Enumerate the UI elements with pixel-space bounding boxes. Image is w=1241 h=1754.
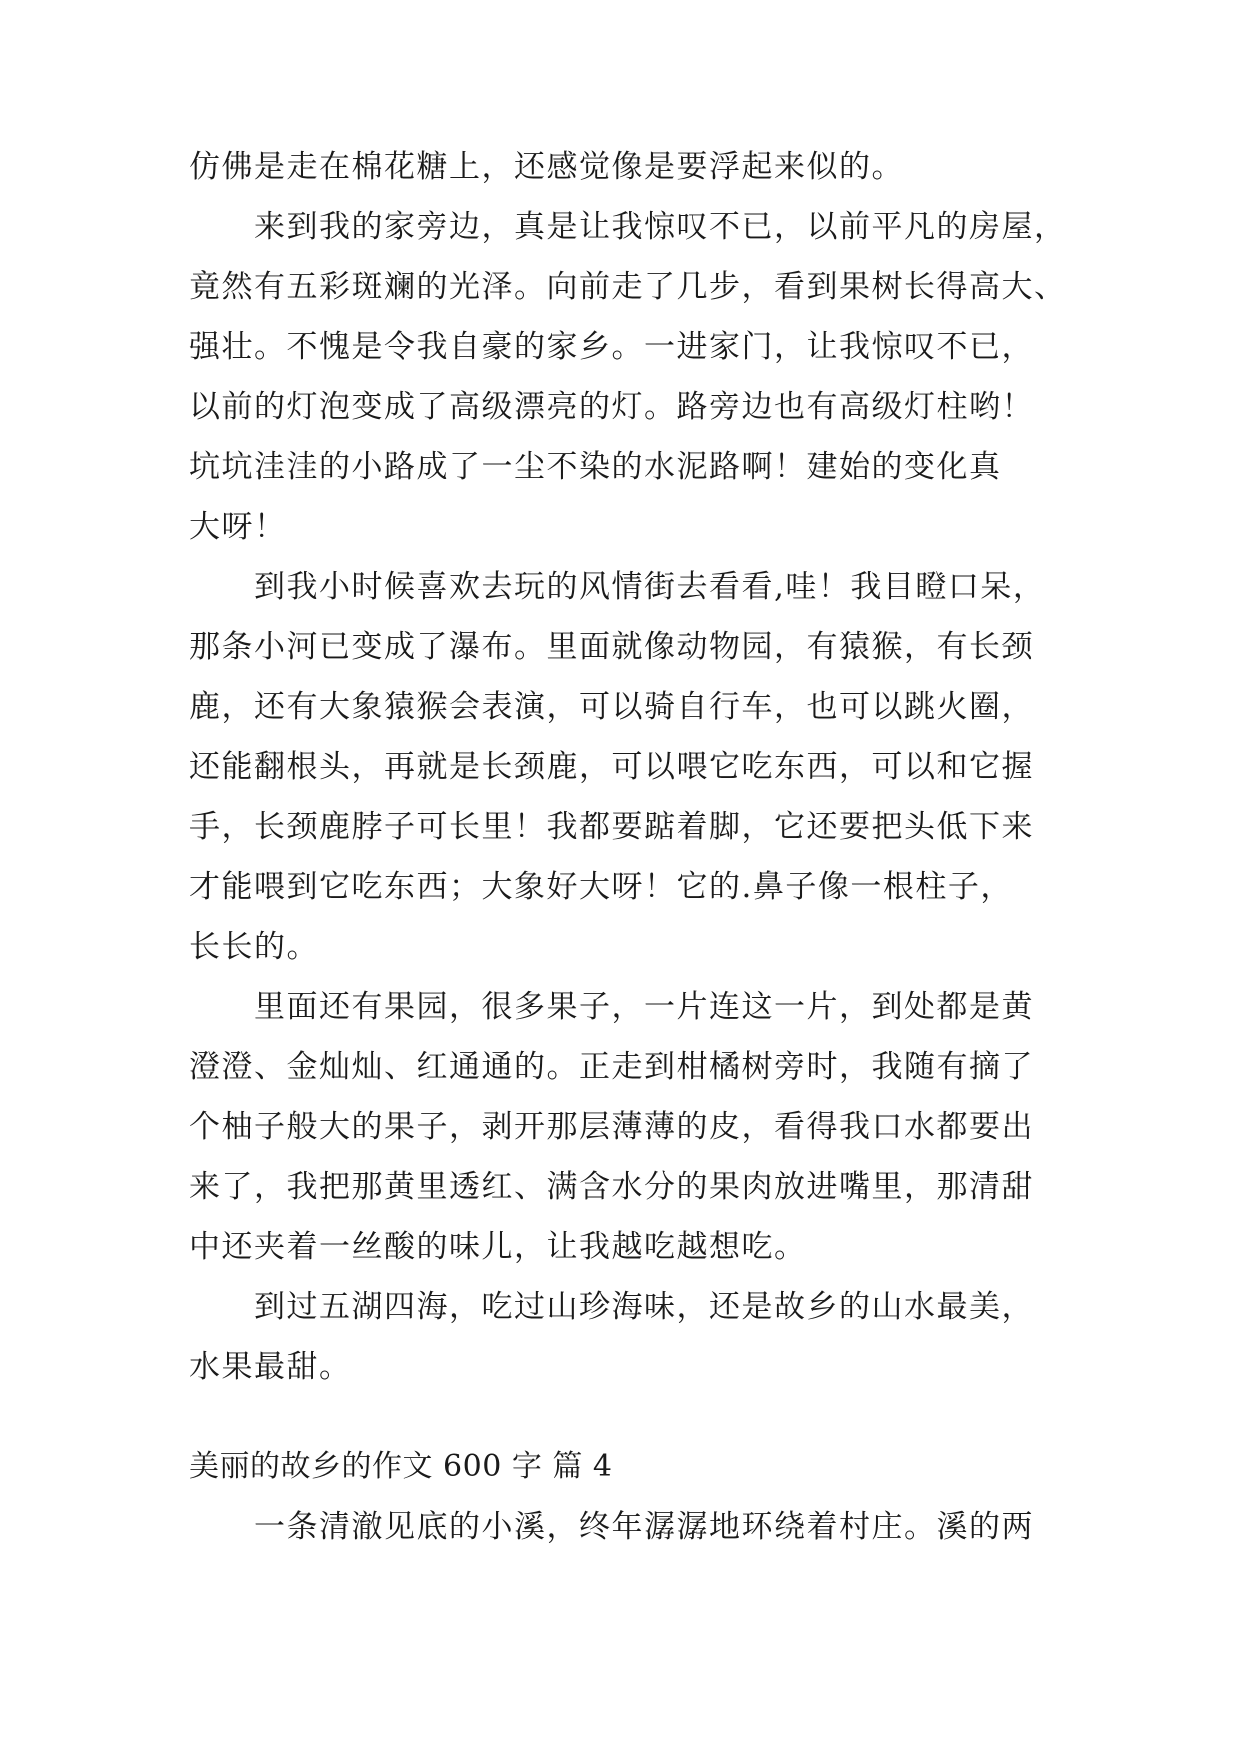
paragraph-line: 来到我的家旁边，真是让我惊叹不已，以前平凡的房屋， <box>254 209 1067 245</box>
paragraph-line: 来了，我把那黄里透红、满含水分的果肉放进嘴里，那清甜 <box>189 1169 1034 1205</box>
paragraph-line: 才能喂到它吃东西；大象好大呀！它的.鼻子像一根柱子， <box>189 869 1013 905</box>
paragraph-line: 坑坑洼洼的小路成了一尘不染的水泥路啊！建始的变化真 <box>189 449 1002 485</box>
paragraph-line: 到过五湖四海，吃过山珍海味，还是故乡的山水最美， <box>254 1289 1034 1325</box>
paragraph-line: 仿佛是走在棉花糖上，还感觉像是要浮起来似的。 <box>189 149 904 185</box>
paragraph-line: 长长的。 <box>189 929 319 965</box>
paragraph-line: 还能翻根头，再就是长颈鹿，可以喂它吃东西，可以和它握 <box>189 749 1034 785</box>
paragraph-line: 手，长颈鹿脖子可长里！我都要踮着脚，它还要把头低下来 <box>189 809 1034 845</box>
paragraph-line: 到我小时候喜欢去玩的风情街去看看,哇！我目瞪口呆， <box>254 569 1046 605</box>
paragraph-line: 大呀！ <box>189 509 287 545</box>
paragraph-line: 一条清澈见底的小溪，终年潺潺地环绕着村庄。溪的两 <box>254 1509 1034 1545</box>
paragraph-line: 竟然有五彩斑斓的光泽。向前走了几步，看到果树长得高大、 <box>189 269 1067 305</box>
paragraph-line: 鹿，还有大象猿猴会表演，可以骑自行车，也可以跳火圈， <box>189 689 1034 725</box>
paragraph-line: 强壮。不愧是令我自豪的家乡。一进家门，让我惊叹不已， <box>189 329 1034 365</box>
paragraph-line: 水果最甜。 <box>189 1349 352 1385</box>
paragraph-line: 澄澄、金灿灿、红通通的。正走到柑橘树旁时，我随有摘了 <box>189 1049 1034 1085</box>
paragraph-line: 那条小河已变成了瀑布。里面就像动物园，有猿猴，有长颈 <box>189 629 1034 665</box>
section-heading: 美丽的故乡的作文 600 字 篇 4 <box>189 1449 613 1484</box>
paragraph-line: 里面还有果园，很多果子，一片连这一片，到处都是黄 <box>254 989 1034 1025</box>
paragraph-line: 个柚子般大的果子，剥开那层薄薄的皮，看得我口水都要出 <box>189 1109 1034 1145</box>
paragraph-line: 中还夹着一丝酸的味儿，让我越吃越想吃。 <box>189 1229 807 1265</box>
paragraph-line: 以前的灯泡变成了高级漂亮的灯。路旁边也有高级灯柱哟！ <box>189 389 1034 425</box>
